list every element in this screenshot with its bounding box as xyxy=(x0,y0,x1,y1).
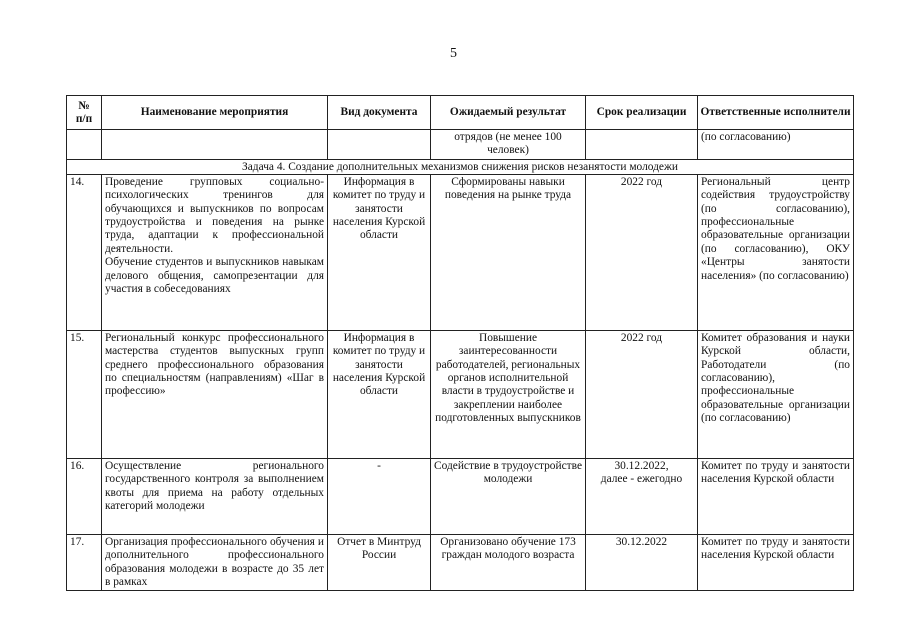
row-responsible: Комитет по труду и занятости населения Курской области xyxy=(698,534,854,591)
row-term: 2022 год xyxy=(586,330,698,458)
row-doc-type: - xyxy=(328,458,431,534)
row-responsible: Комитет образования и науки Курской области, Работодатели (по согласованию), профессиональные образовательные организации (по согласованию) xyxy=(698,330,854,458)
row-num: 17. xyxy=(67,534,102,591)
page-number: 5 xyxy=(450,46,457,61)
header-result: Ожидаемый результат xyxy=(431,96,586,130)
header-name: Наименование мероприятия xyxy=(102,96,328,130)
measures-table xyxy=(66,95,854,591)
row-name: Региональный конкурс профессионального мастерства студентов выпускных групп среднего профессионального образования по специальностям (направлениям) «Шаг в профессию» xyxy=(102,330,328,458)
header-doc-type: Вид документа xyxy=(328,96,431,130)
row-term: 30.12.2022 xyxy=(586,534,698,591)
row-name: Проведение групповых социально-психологических тренингов для обучающихся и выпускников по вопросам трудоустройства и поведения на рынке труда, адаптации к профессиональной деятельности. Обучение студентов и выпускников навыкам делового общения, самопрезентации для участия в собеседованиях xyxy=(102,174,328,330)
row-responsible: Комитет по труду и занятости населения Курской области xyxy=(698,458,854,534)
row-term: 30.12.2022, далее - ежегодно xyxy=(586,458,698,534)
header-num: № п/п xyxy=(67,96,102,130)
row-num: 16. xyxy=(67,458,102,534)
row-doc-type: Отчет в Минтруд России xyxy=(328,534,431,591)
row-num: 14. xyxy=(67,174,102,330)
row-result: Организовано обучение 173 граждан молодого возраста xyxy=(431,534,586,591)
row-name: Осуществление регионального государственного контроля за выполнением квоты для приема на работу отдельных категорий молодежи xyxy=(102,458,328,534)
continuation-responsible: (по согласованию) xyxy=(698,130,854,160)
continuation-result: отрядов (не менее 100 человек) xyxy=(431,130,586,160)
task-row xyxy=(67,159,854,174)
row-doc-type: Информация в комитет по труду и занятости населения Курской области xyxy=(328,174,431,330)
row-result: Сформированы навыки поведения на рынке труда xyxy=(431,174,586,330)
table-header-row xyxy=(67,96,854,130)
continuation-row xyxy=(67,130,854,160)
task-title: Задача 4. Создание дополнительных механизмов снижения рисков незанятости молодежи xyxy=(67,159,854,174)
table-row xyxy=(67,174,854,330)
table-row xyxy=(67,458,854,534)
table-row xyxy=(67,330,854,458)
row-doc-type: Информация в комитет по труду и занятости населения Курской области xyxy=(328,330,431,458)
row-result: Повышение заинтересованности работодателей, региональных органов исполнительной власти в трудоустройстве и закреплении наиболее подготовленных выпускников xyxy=(431,330,586,458)
row-num: 15. xyxy=(67,330,102,458)
row-name: Организация профессионального обучения и дополнительного профессионального образования молодежи в возрасте до 35 лет в рамках xyxy=(102,534,328,591)
header-responsible: Ответственные исполнители xyxy=(698,96,854,130)
row-responsible: Региональный центр содействия трудоустройству (по согласованию), профессиональные образовательные организации (по согласованию), ОКУ «Центры занятости населения» (по согласованию) xyxy=(698,174,854,330)
table-row xyxy=(67,534,854,591)
row-term: 2022 год xyxy=(586,174,698,330)
header-term: Срок реализации xyxy=(586,96,698,130)
row-result: Содействие в трудоустройстве молодежи xyxy=(431,458,586,534)
